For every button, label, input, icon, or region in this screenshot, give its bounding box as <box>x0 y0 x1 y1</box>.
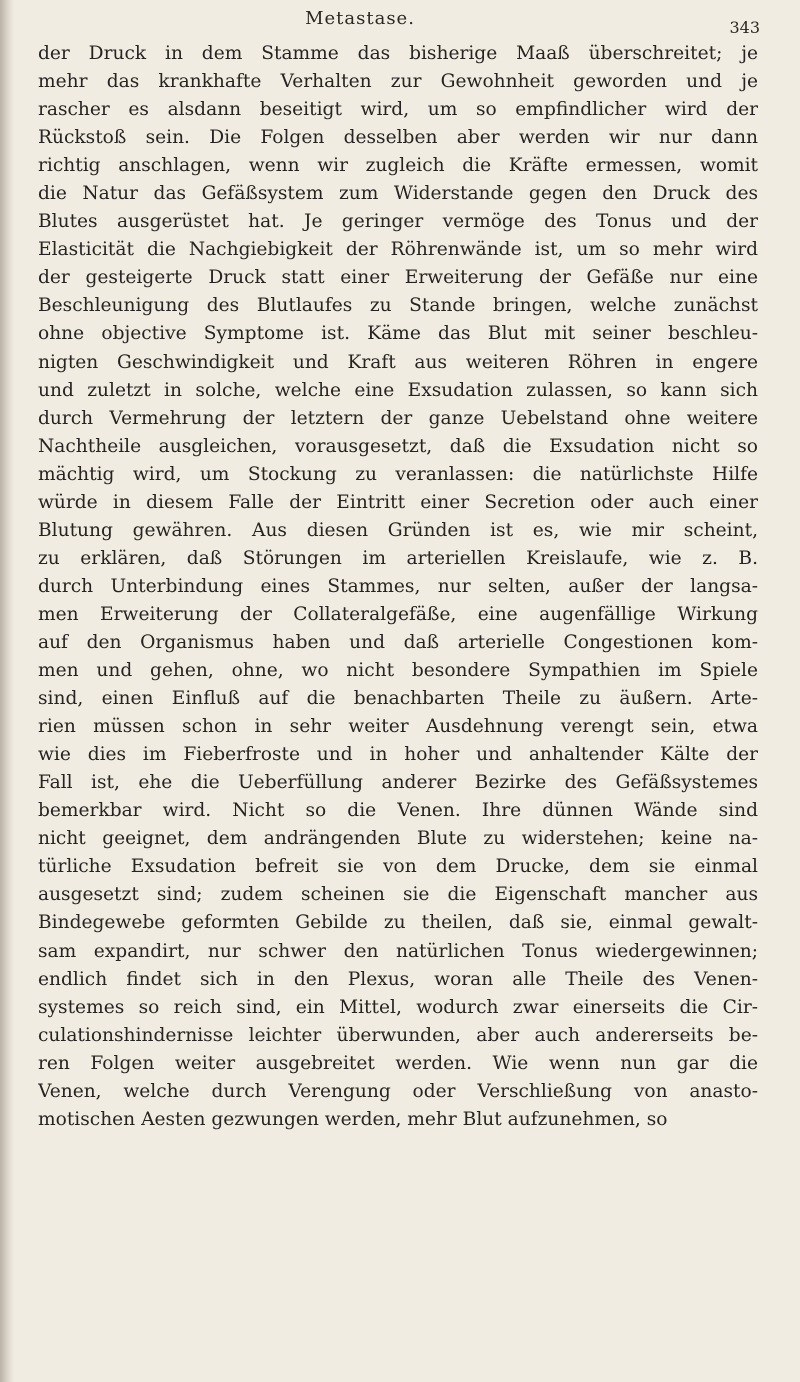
text-line: endlich findet sich in den Plexus, woran alle Theile des Venen- <box>38 968 758 990</box>
text-line: sam expandirt, nur schwer den natürlichen Tonus wiedergewinnen; <box>38 940 758 962</box>
text-line: durch Unterbindung eines Stammes, nur selten, außer der langsa- <box>38 575 758 597</box>
text-line: mehr das krankhafte Verhalten zur Gewohnheit geworden und je <box>38 71 758 93</box>
text-line: ausgesetzt sind; zudem scheinen sie die Eigenschaft mancher aus <box>38 884 758 906</box>
text-line: Blutung gewähren. Aus diesen Gründen ist es, wie mir scheint, <box>38 519 758 541</box>
text-line: rien müssen schon in sehr weiter Ausdehnung verengt sein, etwa <box>38 716 758 738</box>
text-line: Nachtheile ausgleichen, vorausgesetzt, daß die Exsudation nicht so <box>38 435 758 457</box>
text-line: würde in diesem Falle der Eintritt einer Secretion oder auch einer <box>38 491 758 513</box>
text-line: men und gehen, ohne, wo nicht besondere Sympathien im Spiele <box>38 660 758 682</box>
text-line: der Druck in dem Stamme das bisherige Maaß überschreitet; je <box>38 43 758 64</box>
text-line: Blutes ausgerüstet hat. Je geringer vermöge des Tonus und der <box>38 211 758 233</box>
text-line: Elasticität die Nachgiebigkeit der Röhrenwände ist, um so mehr wird <box>38 239 758 261</box>
text-line: systemes so reich sind, ein Mittel, wodurch zwar einerseits die Cir- <box>38 996 758 1018</box>
text-line: culationshindernisse leichter überwunden, aber auch andererseits be- <box>38 1024 758 1046</box>
text-line: ren Folgen weiter ausgebreitet werden. Wie wenn nun gar die <box>38 1052 758 1074</box>
page-number: 343 <box>729 18 760 37</box>
body-text <box>38 40 758 1134</box>
text-line: Venen, welche durch Verengung oder Verschließung von anasto- <box>38 1080 758 1102</box>
text-line: zu erklären, daß Störungen im arteriellen Kreislaufe, wie z. B. <box>38 547 758 569</box>
text-line: Bindegewebe geformten Gebilde zu theilen, daß sie, einmal gewalt- <box>38 912 758 934</box>
text-line: nicht geeignet, dem andrängenden Blute zu widerstehen; keine na- <box>38 828 758 850</box>
text-line: Beschleunigung des Blutlaufes zu Stande bringen, welche zunächst <box>38 295 758 317</box>
text-line: und zuletzt in solche, welche eine Exsudation zulassen, so kann sich <box>38 379 758 401</box>
text-line: Rückstoß sein. Die Folgen desselben aber werden wir nur dann <box>38 127 758 149</box>
page-header <box>120 8 760 38</box>
binding-gutter <box>0 0 14 1382</box>
running-head: Metastase. <box>305 8 415 29</box>
text-line: nigten Geschwindigkeit und Kraft aus weiteren Röhren in engere <box>38 351 758 373</box>
text-line: rascher es alsdann beseitigt wird, um so empfindlicher wird der <box>38 99 758 121</box>
text-line: auf den Organismus haben und daß arterielle Congestionen kom- <box>38 631 758 653</box>
text-line: sind, einen Einfluß auf die benachbarten Theile zu äußern. Arte- <box>38 688 758 710</box>
text-line: men Erweiterung der Collateralgefäße, eine augenfällige Wirkung <box>38 603 758 625</box>
text-line: Fall ist, ehe die Ueberfüllung anderer Bezirke des Gefäßsystemes <box>38 772 758 794</box>
text-line: bemerkbar wird. Nicht so die Venen. Ihre dünnen Wände sind <box>38 800 758 822</box>
text-line: die Natur das Gefäßsystem zum Widerstande gegen den Druck des <box>38 183 758 205</box>
text-line: mächtig wird, um Stockung zu veranlassen: die natürlichste Hilfe <box>38 463 758 485</box>
text-line: motischen Aesten gezwungen werden, mehr Blut aufzunehmen, so <box>38 1108 668 1130</box>
text-line: richtig anschlagen, wenn wir zugleich die Kräfte ermessen, womit <box>38 155 758 177</box>
text-line: der gesteigerte Druck statt einer Erweiterung der Gefäße nur eine <box>38 267 758 289</box>
text-line: türliche Exsudation befreit sie von dem Drucke, dem sie einmal <box>38 856 758 878</box>
text-line: wie dies im Fieberfroste und in hoher und anhaltender Kälte der <box>38 744 758 766</box>
text-line: ohne objective Symptome ist. Käme das Blut mit seiner beschleu- <box>38 323 758 345</box>
text-line: durch Vermehrung der letztern der ganze Uebelstand ohne weitere <box>38 407 758 429</box>
